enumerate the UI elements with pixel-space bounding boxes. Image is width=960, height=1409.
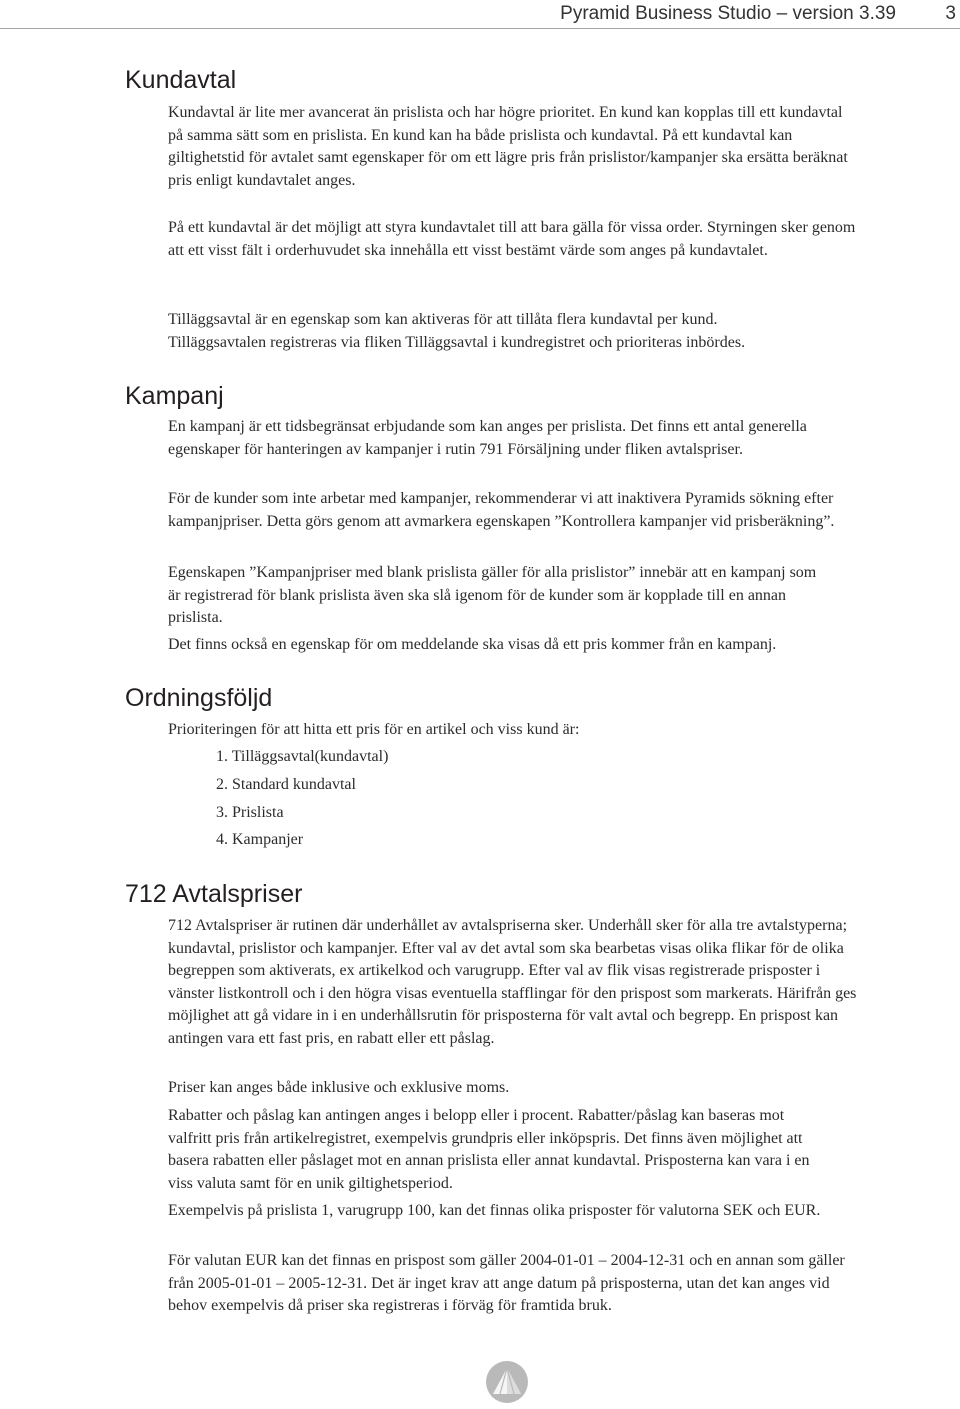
page-number: 3 [945, 3, 956, 24]
list-item: 4. Kampanjer [216, 831, 304, 848]
paragraph: På ett kundavtal är det möjligt att styra kundavtalet till att bara gälla för vissa order. Styrningen sker genom att ett visst fält i orderhuvudet ska innehålla ett visst bestämt värde som anges på kundavtalet. [168, 219, 856, 259]
running-header [0, 0, 960, 29]
paragraph: Kundavtal är lite mer avancerat än prislista och har högre prioritet. En kund kan kopplas till ett kundavtal på samma sätt som en prislista. En kund kan ha både prislista och kundavtal. På ett kundavtal kan giltighetstid för avtalet samt egenskaper för om ett lägre pris från prislistor/kampanjer ska ersätta beräknat pris enligt kundavtalet anges. [168, 104, 848, 189]
paragraph: Exempelvis på prislista 1, varugrupp 100, kan det finnas olika prisposter för valutorna SEK och EUR. [168, 1202, 821, 1219]
list-item: 2. Standard kundavtal [216, 776, 356, 793]
paragraph: Prioriteringen för att hitta ett pris för en artikel och viss kund är: [168, 721, 580, 738]
heading-712-avtalspriser: 712 Avtalspriser [125, 880, 303, 908]
paragraph: För valutan EUR kan det finnas en prispost som gäller 2004-01-01 – 2004-12-31 och en annan som gäller från 2005-01-01 – 2005-12-31. Det är inget krav att ange datum på prisposterna, utan det kan anges vid behov exempelvis då priser ska registreras i förväg för framtida bruk. [168, 1252, 845, 1314]
paragraph: Priser kan anges både inklusive och exklusive moms. [168, 1079, 510, 1096]
pyramid-logo-icon [485, 1360, 529, 1404]
list-item: 1. Tilläggsavtal(kundavtal) [216, 748, 389, 765]
heading-kampanj: Kampanj [125, 382, 224, 410]
heading-ordningsfoljd: Ordningsföljd [125, 684, 273, 712]
document-title: Pyramid Business Studio – version 3.39 [560, 3, 896, 24]
paragraph: Det finns också en egenskap för om meddelande ska visas då ett pris kommer från en kampanj. [168, 636, 777, 653]
paragraph: 712 Avtalspriser är rutinen där underhållet av avtalspriserna sker. Underhåll sker för alla tre avtalstyperna; kundavtal, prislistor och kampanjer. Efter val av det avtal som ska bearbetas visas olika flikar för de olika begreppen som aktiverats, ex artikelkod och varugrupp. Efter val av flik visas registrerade prisposter i vänster listkontroll och i den högra visas eventuella stafflingar för den prispost som markerats. Härifrån ges möjlighet att gå vidare in i en underhållsrutin för prisposterna för valt avtal och begrepp. En prispost kan antingen vara ett fast pris, en rabatt eller ett påslag. [168, 917, 857, 1047]
paragraph: Rabatter och påslag kan antingen anges i belopp eller i procent. Rabatter/påslag kan baseras mot valfritt pris från artikelregistret, exempelvis grundpris eller inköpspris. Det finns även möjlighet att basera rabatten eller påslaget mot en annan prislista eller annat kundavtal. Prisposterna kan vara i en viss valuta samt för en unik giltighetsperiod. [168, 1107, 810, 1192]
paragraph: För de kunder som inte arbetar med kampanjer, rekommenderar vi att inaktivera Pyramids sökning efter kampanjpriser. Detta görs genom att avmarkera egenskapen ”Kontrollera kampanjer vid prisberäkning”. [168, 490, 835, 530]
paragraph: En kampanj är ett tidsbegränsat erbjudande som kan anges per prislista. Det finns ett antal generella egenskaper för hanteringen av kampanjer i rutin 791 Försäljning under fliken avtalspriser. [168, 418, 807, 458]
paragraph: Egenskapen ”Kampanjpriser med blank prislista gäller för alla prislistor” innebär att en kampanj som är registrerad för blank prislista även ska slå igenom för de kunder som är kopplade till en annan prislista. [168, 564, 817, 626]
heading-kundavtal: Kundavtal [125, 66, 237, 94]
list-item: 3. Prislista [216, 804, 284, 821]
paragraph: Tilläggsavtal är en egenskap som kan aktiveras för att tillåta flera kundavtal per kund. Tilläggsavtalen registreras via fliken Tilläggsavtal i kundregistret och prioriteras inbördes. [168, 311, 746, 351]
